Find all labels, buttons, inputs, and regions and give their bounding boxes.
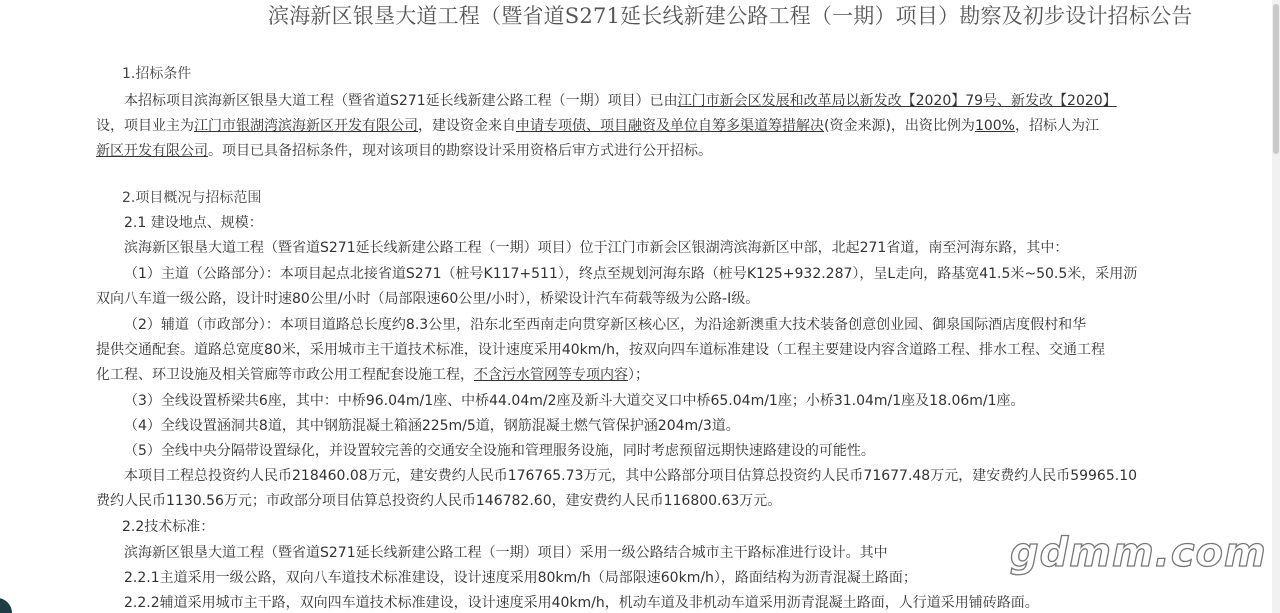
vertical-scrollbar[interactable] [1272,0,1280,613]
scrollbar-thumb[interactable] [1273,4,1279,154]
project-owner-name: 江门市银湖湾滨海新区开发有限公司 [194,118,418,134]
tech-standard-2-2-2: 2.2.2辅道采用城市主干路，双向四车道技术标准建设，设计速度采用40km/h，机动车道及非机动车道采用沥青混凝土路面，人行道采用铺砖路面。 [124,595,1039,611]
aux-road-line-3 [96,365,649,385]
funding-ratio: 100% [974,118,1015,134]
s1-p1-text: 本招标项目滨海新区银垦大道工程（暨省道S271延长线新建公路工程（一期）项目）已由 [124,93,678,109]
subsection-2-1-heading: 2.1 建设地点、规模： [124,215,263,231]
s1-p3-text: 。项目已具备招标条件，现对该项目的勘察设计采用资格后审方式进行公开招标。 [208,143,712,159]
subsection-2-2-heading: 2.2技术标准： [122,519,215,535]
main-road-line-2: 双向八车道一级公路，设计时速80公里/小时（局部限速60公里/小时），桥梁设计汽车荷载等级为公路-Ⅰ级。 [96,291,760,307]
tech-standard-paragraph: 滨海新区银垦大道工程（暨省道S271延长线新建公路工程（一期）项目）采用一级公路结合城市主干路标准进行设计。其中 [124,545,888,561]
s1-p2-text-a: 设，项目业主为 [96,118,194,134]
s1-p2-text-e: (资金来源)，出资比例为 [824,118,975,134]
s1-p2-text-g: ，招标人为江 [1014,118,1099,134]
s1-p2-text-c: ，建设资金来自 [418,118,516,134]
document-title: 滨海新区银垦大道工程（暨省道S271延长线新建公路工程（一期）项目）勘察及初步设计招标公告 [268,4,1193,28]
location-paragraph: 滨海新区银垦大道工程（暨省道S271延长线新建公路工程（一期）项目）位于江门市新会区银湖湾滨海新区中部，北起271省道，南至河海东路，其中： [124,240,1069,256]
investment-line-2: 费约人民币1130.56万元；市政部分项目估算总投资约人民币146782.60，建安费约人民币116800.63万元。 [96,493,782,509]
section-1-heading: 1.招标条件 [122,66,192,82]
corner-badge-icon [0,598,12,613]
approval-reference-link: 江门市新会区发展和改革局以新发改【2020】79号、新发改【2020】 [677,93,1117,109]
tech-standard-2-2-1: 2.2.1主道采用一级公路，双向八车道技术标准建设，设计速度采用80km/h（局部限速60km/h），路面结构为沥青混凝土路面； [124,570,917,586]
funding-source: 申请专项债、项目融资及单位自筹多渠道筹措解决 [516,118,824,134]
aux-road-line-1: （2）辅道（市政部分）：本项目道路总长度约8.3公里，沿东北至西南走向贯穿新区核心区，为沿途新澳重大技术装备创意创业园、御泉国际酒店度假村和华 [124,317,1087,333]
tenderer-name-end: 新区开发有限公司 [96,143,208,159]
excluded-scope: 不含污水管网等专项内容 [474,367,628,383]
s1-paragraph-line-3 [96,141,712,161]
s1-paragraph-line-1 [124,91,1117,111]
investment-line-1: 本项目工程总投资约人民币218460.08万元，建安费约人民币176765.73万元，其中公路部分项目估算总投资约人民币71677.48万元，建安费约人民币59965.10 [124,468,1138,484]
s1-paragraph-line-2 [96,116,1099,136]
aux-road-text-c: ）； [628,367,649,383]
median-paragraph: （5）全线中央分隔带设置绿化，并设置较完善的交通安全设施和管理服务设施，同时考虑预留远期快速路建设的可能性。 [124,443,875,459]
site-watermark: gdmm.com [1010,530,1267,576]
section-2-heading: 2.项目概况与招标范围 [122,190,262,206]
culvert-paragraph: （4）全线设置涵洞共8道，其中钢筋混凝土箱涵225m/5道，钢筋混凝土燃气管保护涵204m/3道。 [124,418,740,434]
aux-road-line-2: 提供交通配套。道路总宽度80米，采用城市主干道技术标准，设计速度采用40km/h，按双向四车道标准建设（工程主要建设内容含道路工程、排水工程、交通工程 [96,342,1105,358]
aux-road-text-a: 化工程、环卫设施及相关管廊等市政公用工程配套设施工程， [96,367,474,383]
bridge-paragraph: （3）全线设置桥梁共6座，其中：中桥96.04m/1座、中桥44.04m/2座及新斗大道交叉口中桥65.04m/1座；小桥31.04m/1座及18.06m/1座。 [124,393,1025,409]
main-road-line-1: （1）主道（公路部分）：本项目起点北接省道S271（桩号K117+511），终点至规划河海东路（桩号K125+932.287），呈L走向，路基宽41.5米~50.5米，采用沥 [124,266,1138,282]
